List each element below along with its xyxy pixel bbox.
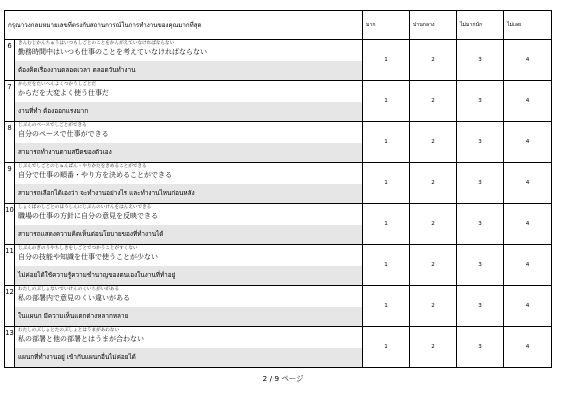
question-japanese-text: 私の部署と他の部署とはうまが合わない <box>18 335 144 343</box>
question-japanese-text: 自分のペースで仕事ができる <box>18 130 109 138</box>
option-very[interactable]: 1 <box>363 163 410 204</box>
option-not-much[interactable]: 3 <box>457 327 504 368</box>
question-cell <box>15 245 363 286</box>
option-not-at-all[interactable]: 4 <box>504 245 552 286</box>
page-number: 2 / 9 ページ <box>262 374 304 383</box>
question-row <box>5 245 552 286</box>
question-box <box>15 245 362 285</box>
question-thai-text: สามารถเลือกได้เองว่า จะทำงานอย่างไร และทำงานไหนก่อนหลัง <box>15 184 362 203</box>
option-moderate[interactable]: 2 <box>410 81 457 122</box>
question-furigana: しょくばのしごとのほうしんにじぶんのいけんをはんえいできる <box>18 205 152 210</box>
option-moderate[interactable]: 2 <box>410 286 457 327</box>
option-very[interactable]: 1 <box>363 81 410 122</box>
instruction-title: กรุณาวงกลมหมายเลขที่ตรงกับสถานการณ์ในการทำงานของคุณมากที่สุด <box>5 11 363 40</box>
question-thai-text: สามารถทำงานตามสปีดของตัวเอง <box>15 143 362 162</box>
question-row <box>5 327 552 368</box>
option-very[interactable]: 1 <box>363 245 410 286</box>
header-row <box>5 11 552 40</box>
option-moderate[interactable]: 2 <box>410 40 457 81</box>
option-not-much[interactable]: 3 <box>457 163 504 204</box>
question-japanese-text: 勤務時間中はいつも仕事のことを考えていなければならない <box>18 48 207 56</box>
question-japanese-text: 自分の技能や知識を仕事で使うことが少ない <box>18 253 158 261</box>
question-cell <box>15 81 363 122</box>
option-not-at-all[interactable]: 4 <box>504 122 552 163</box>
option-very[interactable]: 1 <box>363 327 410 368</box>
question-number: 9 <box>5 163 15 204</box>
option-very[interactable]: 1 <box>363 204 410 245</box>
option-not-much[interactable]: 3 <box>457 81 504 122</box>
question-number: 10 <box>5 204 15 245</box>
option-very[interactable]: 1 <box>363 286 410 327</box>
question-box <box>15 81 362 121</box>
question-thai-text: ต้องคิดเรื่องงานตลอดเวลา ตลอดวันทำงาน <box>15 61 362 80</box>
survey-sheet <box>4 10 551 368</box>
option-very[interactable]: 1 <box>363 40 410 81</box>
option-moderate[interactable]: 2 <box>410 122 457 163</box>
survey-table <box>4 10 552 368</box>
question-cell <box>15 163 363 204</box>
question-japanese <box>15 122 362 143</box>
question-cell <box>15 122 363 163</box>
question-row <box>5 40 552 81</box>
question-japanese-text: 私の部署内で意見のくい違いがある <box>18 294 130 302</box>
option-very[interactable]: 1 <box>363 122 410 163</box>
question-list <box>5 40 552 368</box>
question-furigana: きんむじかんちゅうはいつもしごとのことをかんがえていなければならない <box>18 41 175 46</box>
question-thai-text: งานที่ทำ ต้องออกแรงมาก <box>15 102 362 121</box>
question-japanese-text: からだを大変よく使う仕事だ <box>18 89 109 97</box>
question-japanese-text: 職場の仕事の方針に自分の意見を反映できる <box>18 212 158 220</box>
question-box <box>15 327 362 367</box>
question-number: 12 <box>5 286 15 327</box>
option-not-at-all[interactable]: 4 <box>504 327 552 368</box>
question-thai-text: ในแผนก มีความเห็นแตกต่างหลากหลาย <box>15 307 362 326</box>
option-not-much[interactable]: 3 <box>457 245 504 286</box>
col-header-not-much: ไม่มากนัก <box>457 11 504 40</box>
col-header-not-at-all: ไม่เลย <box>504 11 552 40</box>
option-not-at-all[interactable]: 4 <box>504 163 552 204</box>
question-row <box>5 286 552 327</box>
question-japanese <box>15 327 362 348</box>
question-furigana: じぶんのペースでしごとができる <box>18 123 87 128</box>
question-number: 13 <box>5 327 15 368</box>
question-number: 8 <box>5 122 15 163</box>
question-furigana: わたしのぶしょとたのぶしょとはうまがあわない <box>18 328 120 333</box>
option-not-at-all[interactable]: 4 <box>504 81 552 122</box>
question-row <box>5 122 552 163</box>
option-not-at-all[interactable]: 4 <box>504 40 552 81</box>
option-not-at-all[interactable]: 4 <box>504 286 552 327</box>
option-moderate[interactable]: 2 <box>410 327 457 368</box>
option-not-much[interactable]: 3 <box>457 40 504 81</box>
question-japanese <box>15 40 362 61</box>
question-japanese <box>15 286 362 307</box>
question-furigana: じぶんのぎのうやちしきをしごとでつかうことがすくない <box>18 246 138 251</box>
question-box <box>15 204 362 244</box>
question-cell <box>15 204 363 245</box>
question-number: 6 <box>5 40 15 81</box>
question-thai-text: แผนกที่ทำงานอยู่ เข้ากับแผนกอื่นไม่ค่อยได้ <box>15 348 362 367</box>
option-moderate[interactable]: 2 <box>410 163 457 204</box>
option-not-at-all[interactable]: 4 <box>504 204 552 245</box>
option-not-much[interactable]: 3 <box>457 286 504 327</box>
question-box <box>15 286 362 326</box>
question-cell <box>15 327 363 368</box>
question-japanese <box>15 81 362 102</box>
question-japanese-text: 自分で仕事の順番・やり方を決めることができる <box>18 171 172 179</box>
question-cell <box>15 40 363 81</box>
question-row <box>5 204 552 245</box>
question-furigana: からだをたいへんよくつかうしごとだ <box>18 82 97 87</box>
question-number: 11 <box>5 245 15 286</box>
question-box <box>15 122 362 162</box>
question-japanese <box>15 245 362 266</box>
option-not-much[interactable]: 3 <box>457 204 504 245</box>
question-thai-text: สามารถแสดงความคิดเห็นต่อนโยบายของที่ทำงานได้ <box>15 225 362 244</box>
question-thai-text: ไม่ค่อยได้ใช้ความรู้ความชำนาญของตนเองในงานที่ทำอยู่ <box>15 266 362 285</box>
question-japanese <box>15 204 362 225</box>
question-row <box>5 81 552 122</box>
col-header-very: มาก <box>363 11 410 40</box>
question-japanese <box>15 163 362 184</box>
question-row <box>5 163 552 204</box>
question-number: 7 <box>5 81 15 122</box>
option-not-much[interactable]: 3 <box>457 122 504 163</box>
option-moderate[interactable]: 2 <box>410 245 457 286</box>
question-furigana: じぶんでしごとのじゅんばん・やりかたをきめることができる <box>18 164 147 169</box>
option-moderate[interactable]: 2 <box>410 204 457 245</box>
question-cell <box>15 286 363 327</box>
col-header-moderate: ปานกลาง <box>410 11 457 40</box>
question-box <box>15 163 362 203</box>
question-box <box>15 40 362 80</box>
question-furigana: わたしのぶしょないでいけんのくいちがいがある <box>18 287 120 292</box>
